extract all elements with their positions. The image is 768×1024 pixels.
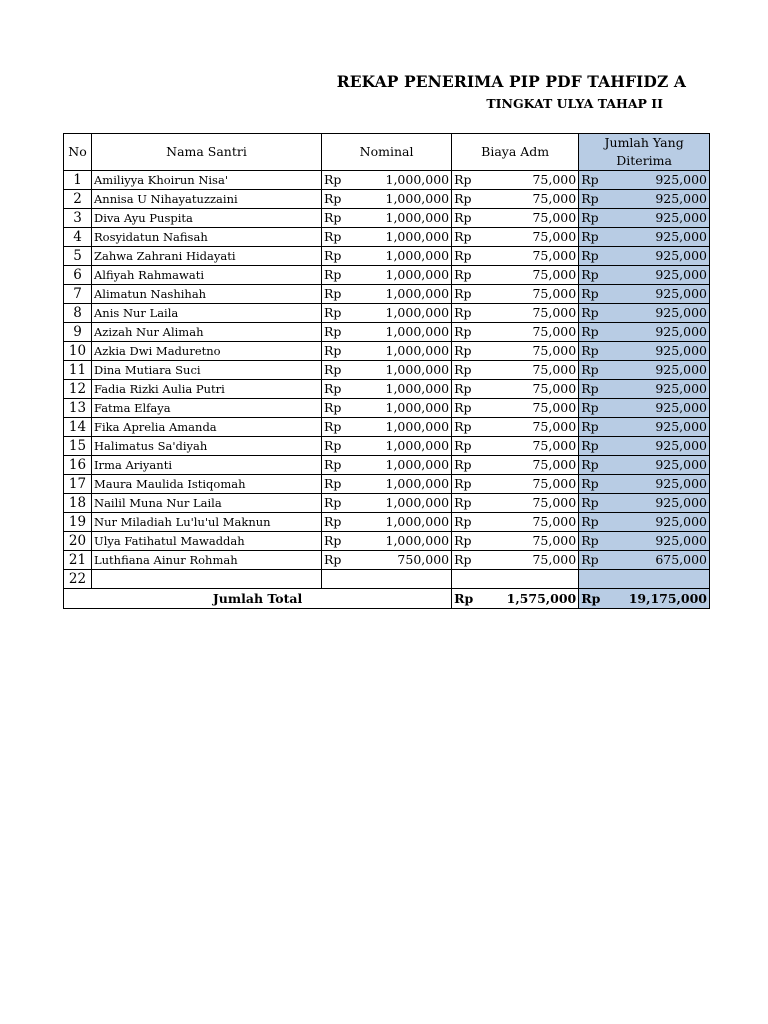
nominal-currency: Rp (322, 361, 384, 380)
total-label: Jumlah Total (64, 589, 452, 609)
student-name: Nailil Muna Nur Laila (92, 494, 322, 513)
student-name: Anis Nur Laila (92, 304, 322, 323)
admin-amount: 75,000 (505, 475, 579, 494)
received-amount: 925,000 (627, 209, 710, 228)
nominal-amount: 1,000,000 (384, 266, 452, 285)
row-number: 15 (64, 437, 92, 456)
student-name: Dina Mutiara Suci (92, 361, 322, 380)
row-number: 19 (64, 513, 92, 532)
table-row (64, 532, 710, 551)
admin-currency: Rp (452, 266, 505, 285)
received-amount: 925,000 (627, 475, 710, 494)
received-amount: 925,000 (627, 266, 710, 285)
received-amount: 925,000 (627, 513, 710, 532)
total-row (64, 589, 710, 609)
admin-currency: Rp (452, 342, 505, 361)
row-number: 10 (64, 342, 92, 361)
nominal-amount: 1,000,000 (384, 171, 452, 190)
nominal-amount: 1,000,000 (384, 209, 452, 228)
received-amount: 925,000 (627, 228, 710, 247)
nominal-currency: Rp (322, 323, 384, 342)
received-amount: 925,000 (627, 418, 710, 437)
nominal-amount: 750,000 (384, 551, 452, 570)
received-amount: 925,000 (627, 437, 710, 456)
received-currency: Rp (579, 456, 627, 475)
admin-amount: 75,000 (505, 304, 579, 323)
nominal-currency: Rp (322, 551, 384, 570)
table-body (64, 171, 710, 589)
student-name: Annisa U Nihayatuzzaini (92, 190, 322, 209)
row-number: 4 (64, 228, 92, 247)
row-number: 22 (64, 570, 92, 589)
received-currency: Rp (579, 266, 627, 285)
header-name: Nama Santri (92, 134, 322, 171)
received-currency: Rp (579, 247, 627, 266)
student-name: Fatma Elfaya (92, 399, 322, 418)
total-received-amount: 19,175,000 (627, 589, 710, 609)
nominal-currency: Rp (322, 304, 384, 323)
nominal-amount: 1,000,000 (384, 437, 452, 456)
admin-amount: 75,000 (505, 494, 579, 513)
admin-currency: Rp (452, 437, 505, 456)
admin-currency: Rp (452, 247, 505, 266)
nominal-currency: Rp (322, 513, 384, 532)
received-amount: 925,000 (627, 361, 710, 380)
nominal-currency: Rp (322, 209, 384, 228)
admin-currency: Rp (452, 380, 505, 399)
table-row (64, 171, 710, 190)
nominal-amount: 1,000,000 (384, 399, 452, 418)
admin-amount: 75,000 (505, 190, 579, 209)
nominal-amount: 1,000,000 (384, 361, 452, 380)
received-currency: Rp (579, 304, 627, 323)
row-number: 21 (64, 551, 92, 570)
row-number: 3 (64, 209, 92, 228)
admin-currency (452, 570, 505, 589)
document-title: REKAP PENERIMA PIP PDF TAHFIDZ A (336, 72, 686, 91)
nominal-amount: 1,000,000 (384, 380, 452, 399)
table-row (64, 209, 710, 228)
row-number: 13 (64, 399, 92, 418)
row-number: 18 (64, 494, 92, 513)
nominal-currency: Rp (322, 399, 384, 418)
table-row (64, 247, 710, 266)
table-row (64, 190, 710, 209)
student-name: Zahwa Zahrani Hidayati (92, 247, 322, 266)
admin-currency: Rp (452, 209, 505, 228)
nominal-currency (322, 570, 384, 589)
total-received-currency: Rp (579, 589, 627, 609)
received-amount: 675,000 (627, 551, 710, 570)
nominal-amount: 1,000,000 (384, 475, 452, 494)
nominal-currency: Rp (322, 190, 384, 209)
header-received: Jumlah Yang Diterima (579, 134, 710, 171)
student-name: Alfiyah Rahmawati (92, 266, 322, 285)
nominal-currency: Rp (322, 475, 384, 494)
admin-amount: 75,000 (505, 532, 579, 551)
total-admin-amount: 1,575,000 (505, 589, 579, 609)
admin-currency: Rp (452, 323, 505, 342)
row-number: 2 (64, 190, 92, 209)
received-currency: Rp (579, 551, 627, 570)
row-number: 11 (64, 361, 92, 380)
nominal-currency: Rp (322, 437, 384, 456)
admin-amount (505, 570, 579, 589)
row-number: 1 (64, 171, 92, 190)
admin-amount: 75,000 (505, 342, 579, 361)
student-name: Alimatun Nashihah (92, 285, 322, 304)
nominal-amount: 1,000,000 (384, 285, 452, 304)
table-row (64, 342, 710, 361)
received-amount: 925,000 (627, 456, 710, 475)
table-row (64, 285, 710, 304)
received-amount: 925,000 (627, 304, 710, 323)
received-currency: Rp (579, 532, 627, 551)
nominal-currency: Rp (322, 494, 384, 513)
nominal-amount: 1,000,000 (384, 418, 452, 437)
admin-currency: Rp (452, 285, 505, 304)
received-currency: Rp (579, 418, 627, 437)
admin-amount: 75,000 (505, 418, 579, 437)
nominal-amount: 1,000,000 (384, 494, 452, 513)
table-row (64, 456, 710, 475)
received-currency: Rp (579, 342, 627, 361)
admin-currency: Rp (452, 551, 505, 570)
nominal-currency: Rp (322, 228, 384, 247)
table-row (64, 380, 710, 399)
row-number: 12 (64, 380, 92, 399)
admin-amount: 75,000 (505, 399, 579, 418)
received-currency: Rp (579, 323, 627, 342)
table-row (64, 551, 710, 570)
admin-currency: Rp (452, 361, 505, 380)
received-currency: Rp (579, 209, 627, 228)
nominal-amount: 1,000,000 (384, 228, 452, 247)
admin-amount: 75,000 (505, 247, 579, 266)
received-amount: 925,000 (627, 285, 710, 304)
table-row (64, 475, 710, 494)
received-currency: Rp (579, 171, 627, 190)
table-row (64, 399, 710, 418)
received-amount: 925,000 (627, 399, 710, 418)
table-row (64, 361, 710, 380)
table-row (64, 228, 710, 247)
received-amount: 925,000 (627, 190, 710, 209)
student-name: Ulya Fatihatul Mawaddah (92, 532, 322, 551)
received-currency (579, 570, 627, 589)
nominal-currency: Rp (322, 285, 384, 304)
admin-currency: Rp (452, 532, 505, 551)
student-name: Fadia Rizki Aulia Putri (92, 380, 322, 399)
admin-amount: 75,000 (505, 437, 579, 456)
admin-amount: 75,000 (505, 285, 579, 304)
admin-currency: Rp (452, 190, 505, 209)
admin-amount: 75,000 (505, 323, 579, 342)
table-header-row (64, 134, 710, 171)
admin-amount: 75,000 (505, 456, 579, 475)
student-name: Diva Ayu Puspita (92, 209, 322, 228)
nominal-currency: Rp (322, 456, 384, 475)
row-number: 7 (64, 285, 92, 304)
admin-amount: 75,000 (505, 209, 579, 228)
nominal-amount: 1,000,000 (384, 304, 452, 323)
admin-currency: Rp (452, 475, 505, 494)
row-number: 9 (64, 323, 92, 342)
nominal-currency: Rp (322, 342, 384, 361)
table-row (64, 494, 710, 513)
received-currency: Rp (579, 399, 627, 418)
student-name: Nur Miladiah Lu'lu'ul Maknun (92, 513, 322, 532)
received-amount: 925,000 (627, 323, 710, 342)
header-admin-fee: Biaya Adm (452, 134, 579, 171)
nominal-amount: 1,000,000 (384, 190, 452, 209)
student-name: Luthfiana Ainur Rohmah (92, 551, 322, 570)
admin-currency: Rp (452, 418, 505, 437)
admin-amount: 75,000 (505, 171, 579, 190)
student-name (92, 570, 322, 589)
nominal-amount (384, 570, 452, 589)
admin-currency: Rp (452, 228, 505, 247)
header-no: No (64, 134, 92, 171)
admin-amount: 75,000 (505, 266, 579, 285)
nominal-currency: Rp (322, 266, 384, 285)
received-amount: 925,000 (627, 532, 710, 551)
table-row (64, 323, 710, 342)
admin-currency: Rp (452, 513, 505, 532)
admin-amount: 75,000 (505, 361, 579, 380)
admin-currency: Rp (452, 456, 505, 475)
header-nominal: Nominal (322, 134, 452, 171)
received-amount: 925,000 (627, 247, 710, 266)
document-subtitle: TINGKAT ULYA TAHAP II (486, 96, 663, 111)
table-row (64, 266, 710, 285)
nominal-currency: Rp (322, 247, 384, 266)
received-currency: Rp (579, 285, 627, 304)
student-name: Fika Aprelia Amanda (92, 418, 322, 437)
nominal-amount: 1,000,000 (384, 323, 452, 342)
nominal-amount: 1,000,000 (384, 247, 452, 266)
received-currency: Rp (579, 513, 627, 532)
received-currency: Rp (579, 361, 627, 380)
row-number: 8 (64, 304, 92, 323)
admin-currency: Rp (452, 399, 505, 418)
nominal-amount: 1,000,000 (384, 456, 452, 475)
admin-amount: 75,000 (505, 380, 579, 399)
admin-amount: 75,000 (505, 513, 579, 532)
received-currency: Rp (579, 475, 627, 494)
row-number: 6 (64, 266, 92, 285)
admin-amount: 75,000 (505, 228, 579, 247)
student-name: Irma Ariyanti (92, 456, 322, 475)
student-name: Azizah Nur Alimah (92, 323, 322, 342)
row-number: 14 (64, 418, 92, 437)
received-currency: Rp (579, 380, 627, 399)
student-name: Maura Maulida Istiqomah (92, 475, 322, 494)
received-amount: 925,000 (627, 494, 710, 513)
table-row (64, 304, 710, 323)
received-currency: Rp (579, 190, 627, 209)
nominal-amount: 1,000,000 (384, 513, 452, 532)
student-name: Amiliyya Khoirun Nisa' (92, 171, 322, 190)
admin-currency: Rp (452, 494, 505, 513)
recipient-table (63, 133, 710, 609)
nominal-currency: Rp (322, 532, 384, 551)
admin-amount: 75,000 (505, 551, 579, 570)
table-row (64, 513, 710, 532)
nominal-amount: 1,000,000 (384, 342, 452, 361)
received-amount: 925,000 (627, 171, 710, 190)
total-admin-currency: Rp (452, 589, 505, 609)
admin-currency: Rp (452, 304, 505, 323)
table-row (64, 418, 710, 437)
row-number: 17 (64, 475, 92, 494)
nominal-amount: 1,000,000 (384, 532, 452, 551)
student-name: Halimatus Sa'diyah (92, 437, 322, 456)
received-amount: 925,000 (627, 342, 710, 361)
nominal-currency: Rp (322, 171, 384, 190)
table-row (64, 570, 710, 589)
row-number: 20 (64, 532, 92, 551)
row-number: 16 (64, 456, 92, 475)
received-amount: 925,000 (627, 380, 710, 399)
received-currency: Rp (579, 494, 627, 513)
received-currency: Rp (579, 228, 627, 247)
table-row (64, 437, 710, 456)
student-name: Azkia Dwi Maduretno (92, 342, 322, 361)
nominal-currency: Rp (322, 380, 384, 399)
row-number: 5 (64, 247, 92, 266)
received-amount (627, 570, 710, 589)
received-currency: Rp (579, 437, 627, 456)
student-name: Rosyidatun Nafisah (92, 228, 322, 247)
admin-currency: Rp (452, 171, 505, 190)
nominal-currency: Rp (322, 418, 384, 437)
